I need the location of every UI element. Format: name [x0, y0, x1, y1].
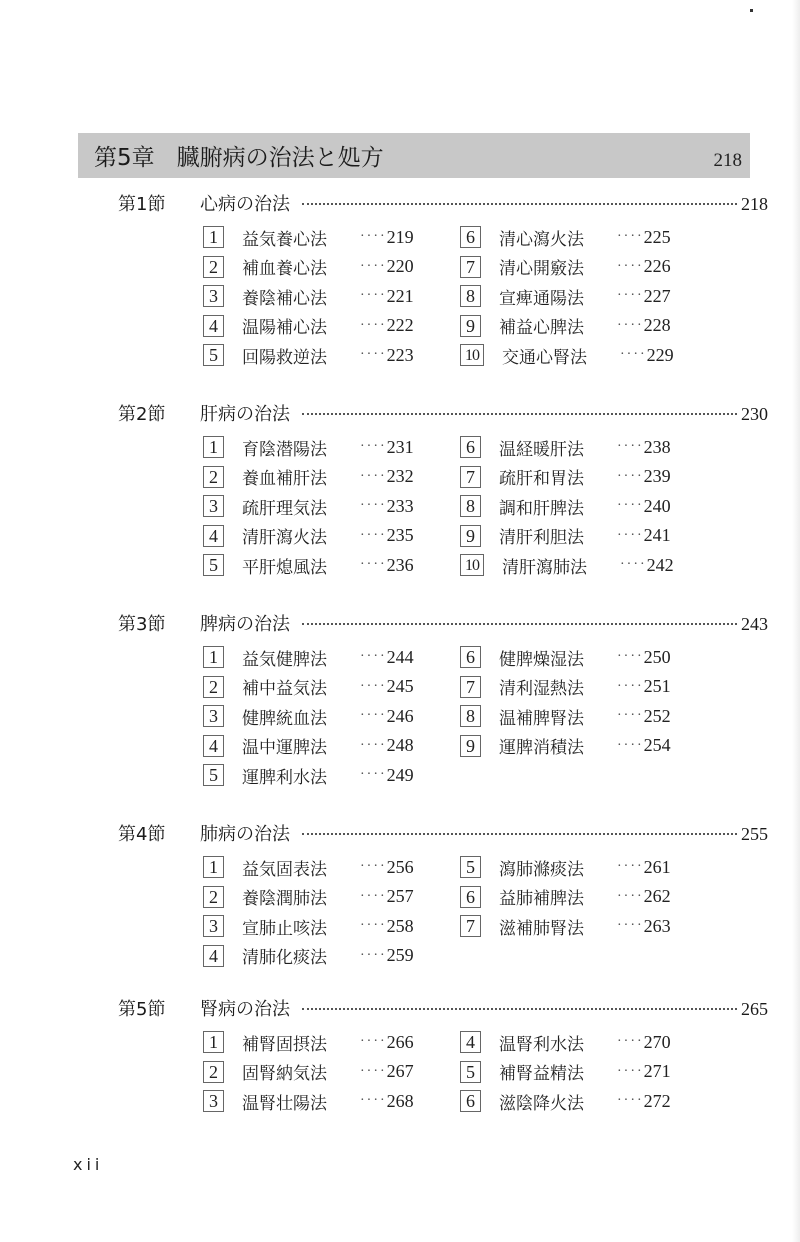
section-page-number: 230	[741, 404, 768, 424]
entry-page-number: 223	[386, 344, 414, 365]
toc-entry	[203, 552, 414, 578]
section-entries	[118, 1029, 768, 1122]
toc-entry	[203, 342, 414, 368]
toc-entry	[460, 224, 671, 250]
toc-entry	[460, 854, 671, 880]
entry-page-number: 239	[643, 466, 671, 486]
entry-leader: ····	[617, 737, 644, 753]
entry-page-number: 222	[386, 315, 414, 335]
toc-entry	[460, 1059, 671, 1085]
entry-name: 運脾消積法	[499, 738, 584, 758]
entry-name: 温補脾腎法	[499, 708, 584, 729]
entry-number-box: 1	[203, 1031, 224, 1053]
entry-name: 宣痺通陽法	[499, 288, 584, 309]
entry-page-number: 219	[386, 226, 414, 247]
entry-page-number: 232	[386, 466, 414, 486]
dot-leader	[302, 833, 737, 835]
entry-name: 温経暖肝法	[499, 439, 584, 460]
entry-number-box: 5	[203, 554, 224, 576]
entry-number-box: 7	[460, 466, 481, 488]
entry-page-number: 220	[386, 256, 414, 276]
entry-page-number: 254	[643, 735, 671, 755]
toc-entry	[203, 283, 414, 309]
chapter-header-bar	[78, 133, 750, 178]
entry-number-box: 10	[460, 344, 484, 366]
entry-leader: ····	[617, 649, 644, 664]
entry-number-box: 2	[203, 1061, 224, 1083]
toc-entry	[460, 313, 671, 339]
entry-page-number: 261	[643, 856, 671, 877]
section-title: 脾病の治法	[200, 614, 290, 635]
entry-leader: ····	[620, 557, 647, 572]
entry-leader: ····	[360, 1063, 387, 1079]
toc-entry	[460, 464, 671, 490]
entry-page-number: 226	[643, 256, 671, 276]
entry-page-number: 263	[643, 915, 671, 936]
entry-leader: ····	[617, 288, 644, 303]
entry-leader: ····	[360, 767, 387, 782]
entry-leader: ····	[617, 1093, 644, 1108]
page-folio: xii	[73, 1155, 104, 1174]
toc-entry	[203, 254, 414, 280]
entry-name: 清肝瀉火法	[242, 528, 327, 548]
section-label: 第3節	[118, 614, 166, 635]
entry-leader: ····	[617, 258, 644, 274]
toc-entry	[203, 464, 414, 490]
entry-leader: ····	[617, 918, 644, 933]
toc-entry	[203, 313, 414, 339]
entry-page-number: 227	[643, 285, 671, 306]
toc-entry	[460, 254, 671, 280]
entry-leader: ····	[360, 947, 387, 963]
entry-number-box: 10	[460, 554, 484, 576]
dot-leader	[302, 623, 737, 625]
toc-entry	[203, 703, 414, 729]
entry-name: 補中益気法	[242, 679, 327, 699]
entry-page-number: 249	[386, 764, 414, 785]
section-page-number: 243	[741, 614, 768, 634]
entry-page-number: 256	[386, 856, 414, 877]
entry-leader: ····	[360, 1034, 387, 1049]
entry-leader: ····	[360, 678, 387, 694]
section-5	[118, 995, 768, 1122]
toc-entry	[203, 762, 414, 788]
entry-number-box: 4	[460, 1031, 481, 1053]
entry-name: 健脾統血法	[242, 708, 327, 729]
entry-number-box: 9	[460, 525, 481, 547]
section-title: 腎病の治法	[200, 999, 290, 1020]
entry-page-number: 242	[646, 554, 674, 575]
entry-name: 益肺補脾法	[499, 889, 584, 909]
entry-number-box: 1	[203, 856, 224, 878]
entry-leader: ····	[360, 498, 387, 513]
toc-entry	[203, 523, 414, 549]
entry-number-box: 2	[203, 886, 224, 908]
entry-name: 滋陰降火法	[499, 1093, 584, 1114]
entry-name: 温陽補心法	[242, 318, 327, 338]
entry-number-box: 5	[460, 856, 481, 878]
toc-entry	[203, 854, 414, 880]
entry-page-number: 244	[386, 646, 414, 667]
entry-leader: ····	[617, 708, 644, 723]
entry-name: 調和肝脾法	[499, 498, 584, 519]
entry-name: 養血補肝法	[242, 469, 327, 489]
scan-speck	[750, 9, 753, 12]
entry-name: 養陰潤肺法	[242, 889, 327, 909]
entry-leader: ····	[360, 439, 387, 454]
entry-number-box: 1	[203, 646, 224, 668]
entry-number-box: 3	[203, 1090, 224, 1112]
entry-leader: ····	[360, 1093, 387, 1108]
entry-name: 平肝熄風法	[242, 557, 327, 578]
entry-page-number: 248	[386, 735, 414, 755]
entry-number-box: 9	[460, 735, 481, 757]
section-heading	[118, 400, 768, 430]
entry-name: 疏肝理気法	[242, 498, 327, 519]
entry-number-box: 9	[460, 315, 481, 337]
entry-page-number: 267	[386, 1061, 414, 1081]
toc-entry	[460, 644, 671, 670]
entry-leader: ····	[360, 859, 387, 874]
section-label: 第1節	[118, 194, 166, 215]
entry-name: 交通心腎法	[502, 347, 587, 368]
entry-number-box: 3	[203, 915, 224, 937]
entry-leader: ····	[617, 317, 644, 333]
entry-number-box: 4	[203, 525, 224, 547]
entry-page-number: 221	[386, 285, 414, 306]
entry-number-box: 5	[460, 1061, 481, 1083]
toc-entry	[203, 943, 414, 969]
section-3	[118, 610, 768, 796]
entry-page-number: 236	[386, 554, 414, 575]
section-label: 第4節	[118, 824, 166, 845]
entry-name: 疏肝和胃法	[499, 469, 584, 489]
entry-number-box: 1	[203, 226, 224, 248]
entry-leader: ····	[617, 468, 644, 484]
entry-number-box: 5	[203, 344, 224, 366]
toc-entry	[203, 1029, 414, 1055]
section-entries	[118, 434, 768, 586]
toc-entry	[460, 733, 671, 759]
entry-page-number: 228	[643, 315, 671, 335]
entry-number-box: 7	[460, 915, 481, 937]
entry-page-number: 235	[386, 525, 414, 545]
entry-page-number: 240	[643, 495, 671, 516]
entry-page-number: 231	[386, 436, 414, 457]
entry-page-number: 246	[386, 705, 414, 726]
entry-number-box: 2	[203, 676, 224, 698]
toc-entry	[203, 434, 414, 460]
entry-leader: ····	[360, 557, 387, 572]
entry-name: 補腎固摂法	[242, 1034, 327, 1055]
entry-leader: ····	[360, 918, 387, 933]
dot-leader	[302, 1008, 737, 1010]
toc-entry	[203, 733, 414, 759]
page-edge-shadow	[792, 0, 800, 1242]
entry-leader: ····	[360, 258, 387, 274]
entry-name: 固腎納気法	[242, 1064, 327, 1084]
chapter-title	[94, 139, 384, 172]
entry-number-box: 8	[460, 705, 481, 727]
entry-leader: ····	[617, 1034, 644, 1049]
entry-page-number: 251	[643, 676, 671, 696]
section-title: 肝病の治法	[200, 404, 290, 425]
entry-name: 益気固表法	[242, 859, 327, 880]
entry-name: 温腎利水法	[499, 1034, 584, 1055]
toc-entry	[203, 674, 414, 700]
entry-leader: ····	[360, 288, 387, 303]
entry-name: 運脾利水法	[242, 767, 327, 788]
toc-entry	[203, 1088, 414, 1114]
entry-leader: ····	[360, 737, 387, 753]
toc-entry	[460, 913, 671, 939]
entry-page-number: 225	[643, 226, 671, 247]
section-title: 心病の治法	[200, 194, 290, 215]
entry-leader: ····	[617, 527, 644, 543]
entry-number-box: 5	[203, 764, 224, 786]
entry-page-number: 272	[643, 1090, 671, 1111]
entry-number-box: 3	[203, 705, 224, 727]
toc-entry	[460, 884, 671, 910]
entry-name: 補血養心法	[242, 259, 327, 279]
entry-leader: ····	[360, 317, 387, 333]
entry-page-number: 257	[386, 886, 414, 906]
entry-leader: ····	[360, 708, 387, 723]
entry-number-box: 4	[203, 945, 224, 967]
entry-number-box: 1	[203, 436, 224, 458]
entry-number-box: 2	[203, 256, 224, 278]
entry-page-number: 233	[386, 495, 414, 516]
section-entries	[118, 854, 768, 976]
entry-number-box: 6	[460, 1090, 481, 1112]
entry-leader: ····	[617, 859, 644, 874]
entry-leader: ····	[360, 888, 387, 904]
toc-entry	[460, 523, 671, 549]
entry-leader: ····	[617, 678, 644, 694]
entry-name: 回陽救逆法	[242, 347, 327, 368]
toc-entry	[460, 552, 674, 578]
entry-name: 宣肺止咳法	[242, 918, 327, 939]
entry-name: 益気養心法	[242, 229, 327, 250]
toc-entry	[460, 674, 671, 700]
entry-number-box: 3	[203, 495, 224, 517]
entry-number-box: 4	[203, 315, 224, 337]
toc-entry	[460, 1088, 671, 1114]
entry-name: 健脾燥湿法	[499, 649, 584, 670]
entry-page-number: 259	[386, 945, 414, 965]
entry-page-number: 241	[643, 525, 671, 545]
dot-leader	[302, 413, 737, 415]
entry-leader: ····	[620, 347, 647, 362]
dot-leader	[302, 203, 737, 205]
entry-number-box: 6	[460, 226, 481, 248]
section-4	[118, 820, 768, 976]
entry-name: 温中運脾法	[242, 738, 327, 758]
entry-leader: ····	[360, 527, 387, 543]
entry-leader: ····	[617, 1063, 644, 1079]
toc-entry	[203, 493, 414, 519]
section-entries	[118, 644, 768, 796]
entry-number-box: 7	[460, 256, 481, 278]
entry-name: 温腎壮陽法	[242, 1093, 327, 1114]
chapter-name: 臓腑病の治法と処方	[176, 145, 384, 171]
entry-number-box: 3	[203, 285, 224, 307]
entry-number-box: 6	[460, 646, 481, 668]
toc-entry	[460, 283, 671, 309]
section-label: 第5節	[118, 999, 166, 1020]
entry-leader: ····	[617, 498, 644, 513]
entry-page-number: 245	[386, 676, 414, 696]
section-page-number: 265	[741, 999, 768, 1019]
section-page-number: 218	[741, 194, 768, 214]
entry-page-number: 250	[643, 646, 671, 667]
entry-page-number: 270	[643, 1031, 671, 1052]
section-heading	[118, 995, 768, 1025]
entry-number-box: 6	[460, 886, 481, 908]
toc-entry	[203, 913, 414, 939]
section-2	[118, 400, 768, 586]
toc-entry	[460, 342, 674, 368]
chapter-label: 第5章	[94, 145, 155, 171]
section-1	[118, 190, 768, 376]
section-heading	[118, 820, 768, 850]
entry-page-number: 238	[643, 436, 671, 457]
entry-number-box: 7	[460, 676, 481, 698]
entry-page-number: 229	[646, 344, 674, 365]
section-page-number: 255	[741, 824, 768, 844]
entry-name: 瀉肺滌痰法	[499, 859, 584, 880]
section-entries	[118, 224, 768, 376]
entry-name: 清利湿熱法	[499, 679, 584, 699]
entry-name: 補腎益精法	[499, 1064, 584, 1084]
entry-leader: ····	[617, 229, 644, 244]
entry-name: 清肝利胆法	[499, 528, 584, 548]
entry-name: 清心瀉火法	[499, 229, 584, 250]
section-label: 第2節	[118, 404, 166, 425]
entry-leader: ····	[360, 229, 387, 244]
toc-entry	[203, 884, 414, 910]
entry-name: 益気健脾法	[242, 649, 327, 670]
entry-leader: ····	[360, 649, 387, 664]
entry-number-box: 2	[203, 466, 224, 488]
entry-name: 清肝瀉肺法	[502, 557, 587, 578]
entry-name: 滋補肺腎法	[499, 918, 584, 939]
entry-page-number: 262	[643, 886, 671, 906]
toc-entry	[203, 224, 414, 250]
entry-page-number: 258	[386, 915, 414, 936]
entry-page-number: 271	[643, 1061, 671, 1081]
entry-leader: ····	[617, 439, 644, 454]
toc-entry	[460, 434, 671, 460]
toc-entry	[203, 644, 414, 670]
entry-number-box: 8	[460, 495, 481, 517]
entry-name: 育陰潜陽法	[242, 439, 327, 460]
entry-leader: ····	[617, 888, 644, 904]
entry-number-box: 6	[460, 436, 481, 458]
entry-page-number: 252	[643, 705, 671, 726]
toc-entry	[203, 1059, 414, 1085]
toc-entry	[460, 703, 671, 729]
chapter-page-number: 218	[713, 149, 742, 171]
entry-name: 補益心脾法	[499, 318, 584, 338]
entry-name: 清肺化痰法	[242, 948, 327, 968]
section-heading	[118, 610, 768, 640]
section-heading	[118, 190, 768, 220]
entry-number-box: 8	[460, 285, 481, 307]
entry-page-number: 266	[386, 1031, 414, 1052]
entry-name: 養陰補心法	[242, 288, 327, 309]
entry-number-box: 4	[203, 735, 224, 757]
entry-name: 清心開竅法	[499, 259, 584, 279]
entry-leader: ····	[360, 347, 387, 362]
entry-leader: ····	[360, 468, 387, 484]
entry-page-number: 268	[386, 1090, 414, 1111]
section-title: 肺病の治法	[200, 824, 290, 845]
toc-entry	[460, 493, 671, 519]
toc-entry	[460, 1029, 671, 1055]
